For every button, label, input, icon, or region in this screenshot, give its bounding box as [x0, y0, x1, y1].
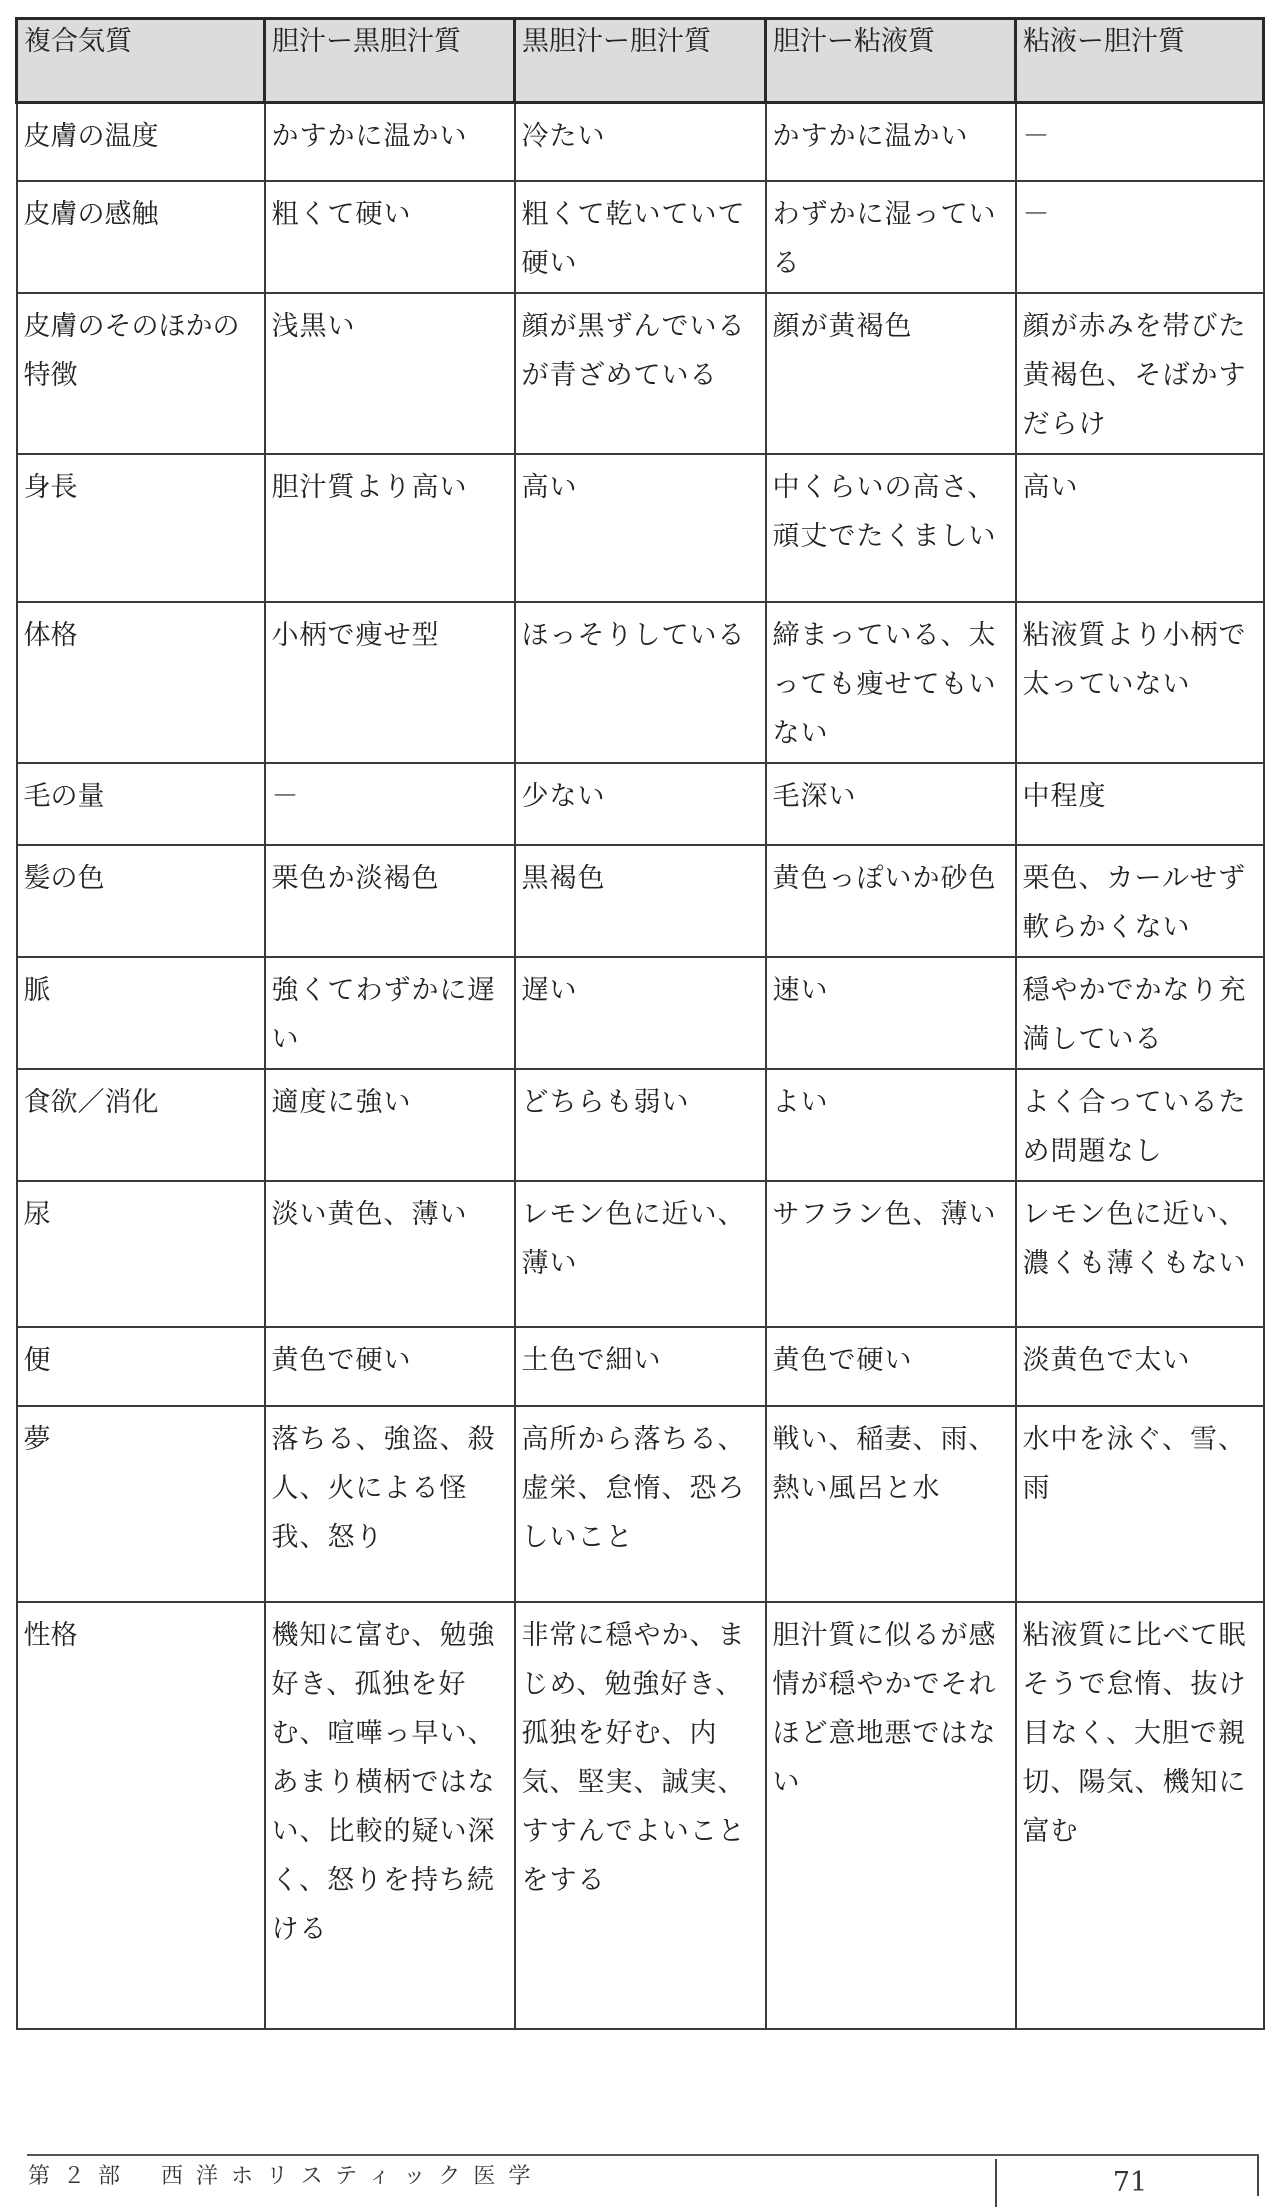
- header-melancholic-choleric: 黒胆汁ー胆汁質: [515, 19, 766, 103]
- table-cell: 黄色で硬い: [265, 1327, 515, 1406]
- table-cell: 小柄で痩せ型: [265, 602, 515, 763]
- row-label: 夢: [17, 1406, 265, 1602]
- table-cell: 栗色、カールせず軟らかくない: [1016, 845, 1264, 957]
- table-cell: 顔が黄褐色: [766, 293, 1016, 454]
- table-cell: 落ちる、強盗、殺人、火による怪我、怒り: [265, 1406, 515, 1602]
- table-cell: 土色で細い: [515, 1327, 766, 1406]
- table-cell: 速い: [766, 957, 1016, 1069]
- table-cell: 粗くて硬い: [265, 181, 515, 293]
- table-cell: 顔が黒ずんでいるが青ざめている: [515, 293, 766, 454]
- table-row: [17, 1181, 1264, 1327]
- row-label: 性格: [17, 1602, 265, 2029]
- table-cell: 毛深い: [766, 763, 1016, 845]
- table-cell: レモン色に近い、濃くも薄くもない: [1016, 1181, 1264, 1327]
- table-cell: 粘液質より小柄で太っていない: [1016, 602, 1264, 763]
- footer-right-edge: [1257, 2156, 1259, 2196]
- row-label: 身長: [17, 454, 265, 602]
- table-cell: よく合っているため問題なし: [1016, 1069, 1264, 1181]
- table-row: [17, 957, 1264, 1069]
- table-cell: 高所から落ちる、虚栄、怠惰、恐ろしいこと: [515, 1406, 766, 1602]
- row-label: 皮膚のそのほかの特徴: [17, 293, 265, 454]
- table-row: [17, 1602, 1264, 2029]
- header-phlegmatic-choleric: 粘液ー胆汁質: [1016, 19, 1264, 103]
- header-choleric-melancholic: 胆汁ー黒胆汁質: [265, 19, 515, 103]
- table-row: [17, 181, 1264, 293]
- table-cell: 冷たい: [515, 103, 766, 182]
- row-label: 体格: [17, 602, 265, 763]
- table-cell: 少ない: [515, 763, 766, 845]
- table-cell: 高い: [1016, 454, 1264, 602]
- table-cell: 強くてわずかに遅い: [265, 957, 515, 1069]
- table-cell: 浅黒い: [265, 293, 515, 454]
- table-cell: 中程度: [1016, 763, 1264, 845]
- row-label: 髪の色: [17, 845, 265, 957]
- row-label: 皮膚の温度: [17, 103, 265, 182]
- table-cell: 黄色っぽいか砂色: [766, 845, 1016, 957]
- table-cell: 適度に強い: [265, 1069, 515, 1181]
- table-row: [17, 293, 1264, 454]
- table-cell: 淡黄色で太い: [1016, 1327, 1264, 1406]
- table-row: [17, 1327, 1264, 1406]
- page-number: 71: [1112, 2167, 1148, 2198]
- table-cell: かすかに温かい: [766, 103, 1016, 182]
- table-cell: 中くらいの高さ、頑丈でたくましい: [766, 454, 1016, 602]
- table-cell: サフラン色、薄い: [766, 1181, 1016, 1327]
- table-cell: 締まっている、太っても痩せてもいない: [766, 602, 1016, 763]
- table-row: [17, 1069, 1264, 1181]
- table-cell: 淡い黄色、薄い: [265, 1181, 515, 1327]
- table-cell: レモン色に近い、薄い: [515, 1181, 766, 1327]
- table-cell: －: [265, 763, 515, 845]
- table-cell: 機知に富む、勉強好き、孤独を好む、喧嘩っ早い、あまり横柄ではない、比較的疑い深く、怒りを持ち続ける: [265, 1602, 515, 2029]
- table-cell: わずかに湿っている: [766, 181, 1016, 293]
- row-label: 尿: [17, 1181, 265, 1327]
- table-cell: 胆汁質より高い: [265, 454, 515, 602]
- header-choleric-phlegmatic: 胆汁ー粘液質: [766, 19, 1016, 103]
- table-cell: よい: [766, 1069, 1016, 1181]
- table-cell: 遅い: [515, 957, 766, 1069]
- row-label: 脈: [17, 957, 265, 1069]
- table-cell: 黄色で硬い: [766, 1327, 1016, 1406]
- table-row: [17, 1406, 1264, 1602]
- footer-divider: [995, 2159, 997, 2207]
- table-row: [17, 763, 1264, 845]
- running-footer: [28, 2162, 543, 2192]
- footer-section: 西洋ホリスティック医学: [161, 2164, 544, 2189]
- row-label: 便: [17, 1327, 265, 1406]
- temperament-comparison-table: [15, 17, 1265, 2030]
- table-cell: ほっそりしている: [515, 602, 766, 763]
- row-label: 皮膚の感触: [17, 181, 265, 293]
- footer-rule: [27, 2154, 1259, 2156]
- table-cell: 胆汁質に似るが感情が穏やかでそれほど意地悪ではない: [766, 1602, 1016, 2029]
- row-label: 毛の量: [17, 763, 265, 845]
- table-cell: 穏やかでかなり充満している: [1016, 957, 1264, 1069]
- row-label: 食欲／消化: [17, 1069, 265, 1181]
- table-cell: 粘液質に比べて眠そうで怠惰、抜け目なく、大胆で親切、陽気、機知に富む: [1016, 1602, 1264, 2029]
- header-compound-temperament: 複合気質: [17, 19, 265, 103]
- table-cell: 顔が赤みを帯びた黄褐色、そばかすだらけ: [1016, 293, 1264, 454]
- table-cell: かすかに温かい: [265, 103, 515, 182]
- table-row: [17, 845, 1264, 957]
- table-row: [17, 454, 1264, 602]
- footer-part: 第２部: [28, 2164, 134, 2189]
- table-cell: 黒褐色: [515, 845, 766, 957]
- table-cell: 水中を泳ぐ、雪、雨: [1016, 1406, 1264, 1602]
- table-row: [17, 103, 1264, 182]
- table-row: [17, 602, 1264, 763]
- table-cell: 非常に穏やか、まじめ、勉強好き、孤独を好む、内気、堅実、誠実、すすんでよいことをする: [515, 1602, 766, 2029]
- table-cell: 戦い、稲妻、雨、熱い風呂と水: [766, 1406, 1016, 1602]
- table-header-row: [17, 19, 1264, 103]
- table-cell: 高い: [515, 454, 766, 602]
- table-cell: 粗くて乾いていて硬い: [515, 181, 766, 293]
- table-cell: －: [1016, 103, 1264, 182]
- table-cell: どちらも弱い: [515, 1069, 766, 1181]
- table-cell: 栗色か淡褐色: [265, 845, 515, 957]
- table-cell: －: [1016, 181, 1264, 293]
